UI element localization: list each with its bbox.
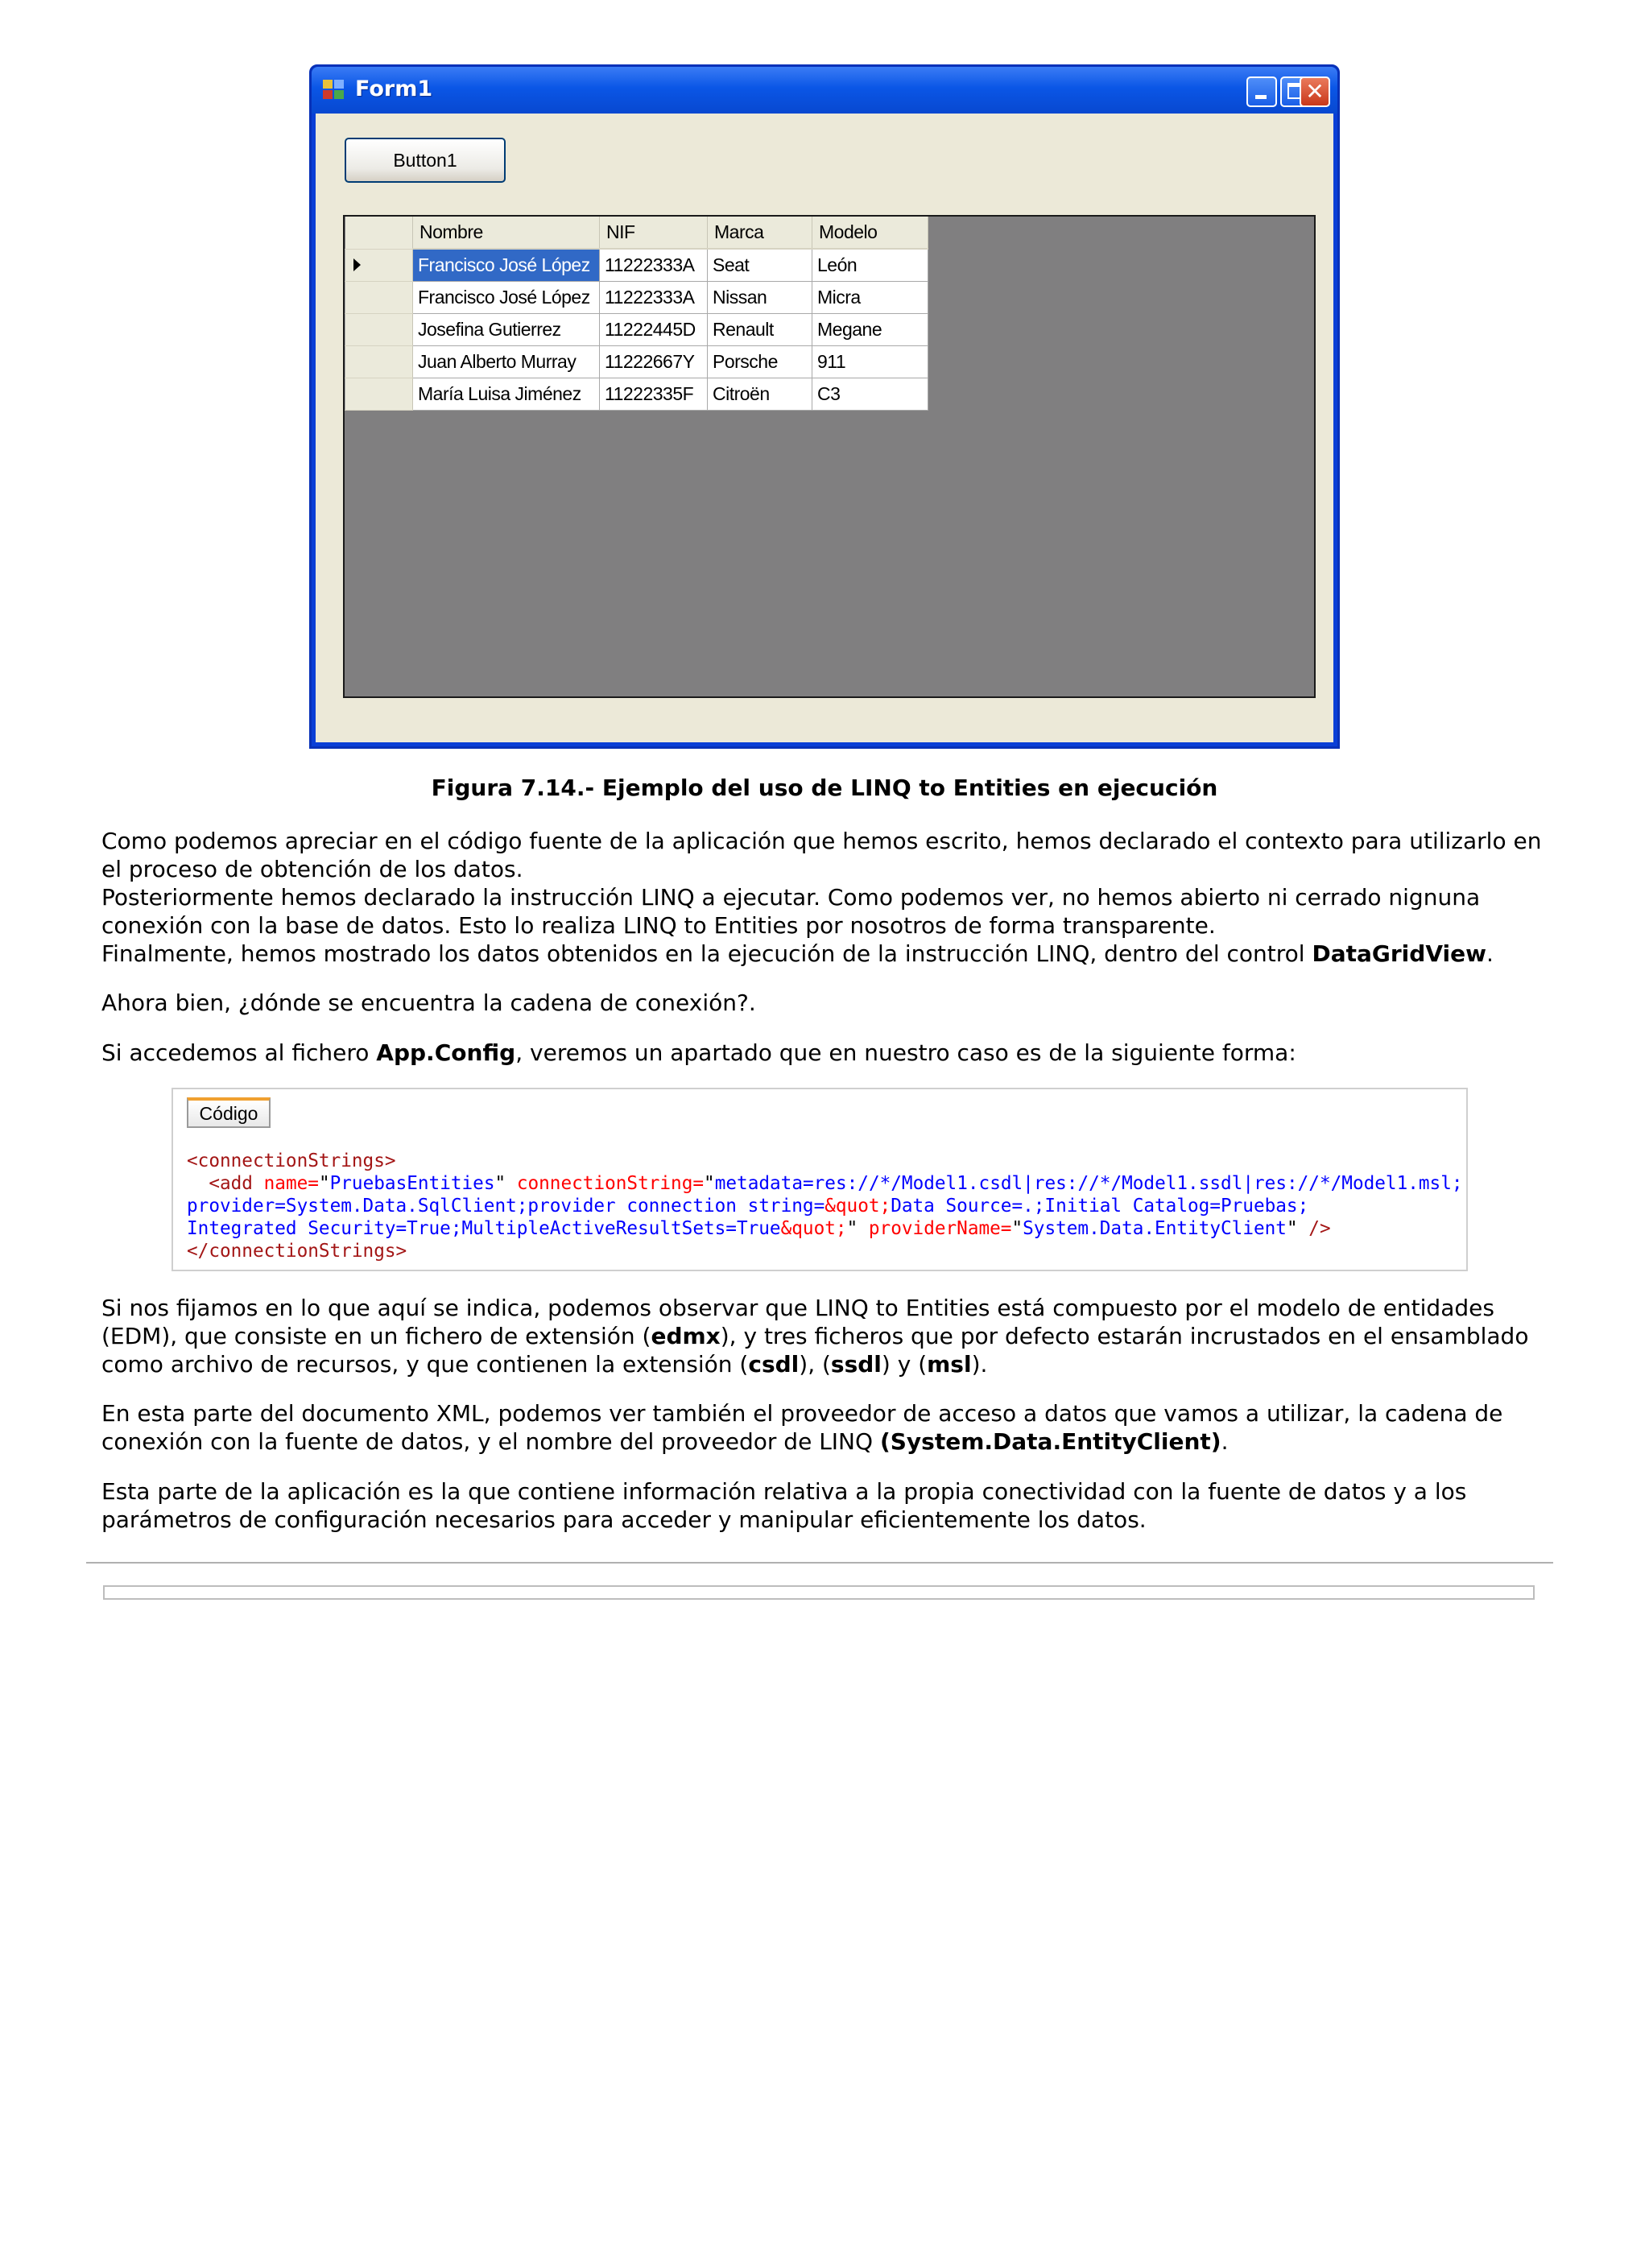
datagridview-term: DataGridView (1312, 940, 1486, 967)
text-line: Posteriormente hemos declarado la instrucción LINQ a ejecutar. Como podemos ver, no hemos abierto ni cerrado nignuna (101, 884, 1481, 911)
ssdl-term: ssdl (830, 1351, 882, 1378)
row-header[interactable] (345, 345, 413, 378)
grid-cell[interactable]: 11222333A (600, 281, 708, 313)
form-client-area (316, 114, 1333, 742)
text-line: parámetros de configuración necesarios para acceder y manipular eficientemente los datos. (101, 1506, 1147, 1533)
grid-cell[interactable]: Juan Alberto Murray (413, 345, 600, 378)
code-line: </connectionStrings> (187, 1241, 407, 1262)
code-line: Integrated Security=True;MultipleActiveResultSets=True&quot;" providerName="System.Data.EntityClient" /> (187, 1218, 1331, 1239)
paragraph-xml (101, 1399, 1551, 1456)
close-button[interactable] (1300, 76, 1330, 107)
grid-cell[interactable]: 11222445D (600, 313, 708, 345)
text-line: Esta parte de la aplicación es la que contiene información relativa a la propia conectividad con la fuente de datos y a los (101, 1478, 1467, 1505)
text-run: . (1486, 940, 1494, 967)
table-row[interactable] (345, 281, 928, 313)
text-line: el proceso de obtención de los datos. (101, 856, 523, 882)
form1-window (309, 64, 1340, 749)
grid-cell[interactable]: Francisco José López (413, 249, 600, 281)
code-tab[interactable]: Código (187, 1097, 271, 1128)
grid-cell[interactable]: Porsche (708, 345, 812, 378)
code-block (172, 1088, 1468, 1271)
grid-corner-header[interactable] (345, 217, 413, 249)
grid-cell[interactable]: 11222333A (600, 249, 708, 281)
figure-caption: Figura 7.14.- Ejemplo del uso de LINQ to Entities en ejecución (431, 775, 1218, 801)
grid-cell[interactable]: Seat (708, 249, 812, 281)
minimize-button[interactable] (1246, 76, 1277, 107)
title-bar[interactable] (312, 67, 1337, 114)
grid-cell[interactable]: Francisco José López (413, 281, 600, 313)
entity-client-term: (System.Data.EntityClient) (879, 1428, 1221, 1455)
grid-cell[interactable]: C3 (812, 378, 928, 410)
text-line: conexión con la base de datos. Esto lo realiza LINQ to Entities por nosotros de forma transparente. (101, 912, 1216, 939)
row-header[interactable] (345, 313, 413, 345)
close-icon: ✕ (1305, 78, 1325, 105)
grid-cell[interactable]: 11222667Y (600, 345, 708, 378)
grid-cell[interactable]: Josefina Gutierrez (413, 313, 600, 345)
text-line: En esta parte del documento XML, podemos ver también el proveedor de acceso a datos que vamos a utilizar, la cadena de (101, 1400, 1503, 1427)
table-row[interactable] (345, 345, 928, 378)
grid-cell[interactable]: Micra (812, 281, 928, 313)
grid-cell[interactable]: 911 (812, 345, 928, 378)
column-header-nombre[interactable]: Nombre (413, 217, 600, 249)
text-line: conexión con la fuente de datos, y el nombre del proveedor de LINQ (System.Data.EntityClient). (101, 1428, 1229, 1455)
msl-term: msl (927, 1351, 972, 1378)
column-header-modelo[interactable]: Modelo (812, 217, 928, 249)
paragraph-question: Ahora bien, ¿dónde se encuentra la cadena de conexión?. (101, 989, 756, 1016)
grid-cell[interactable]: Nissan (708, 281, 812, 313)
horizontal-rule (86, 1562, 1553, 1564)
code-line: <add name="PruebasEntities" connectionString="metadata=res://*/Model1.csdl|res://*/Model1.ssdl|res://*/Model1.msl; (209, 1173, 1463, 1194)
column-header-marca[interactable]: Marca (708, 217, 812, 249)
grid-cell[interactable]: Renault (708, 313, 812, 345)
grid-cell[interactable]: León (812, 249, 928, 281)
text-line: (EDM), que consiste en un fichero de extensión (edmx), y tres ficheros que por defecto estarán incrustados en el ensamblado (101, 1323, 1529, 1349)
data-grid-view[interactable] (343, 215, 1316, 698)
text-run: Si accedemos al fichero (101, 1039, 377, 1066)
grid-cell[interactable]: 11222335F (600, 378, 708, 410)
table-row[interactable] (345, 378, 928, 410)
row-header[interactable] (345, 378, 413, 410)
csdl-term: csdl (748, 1351, 800, 1378)
grid-cell[interactable]: Citroën (708, 378, 812, 410)
minimize-icon (1255, 95, 1267, 99)
text-line: Como podemos apreciar en el código fuente de la aplicación que hemos escrito, hemos declarado el contexto para utilizarlo en (101, 828, 1542, 854)
column-header-nif[interactable]: NIF (600, 217, 708, 249)
grid-cell[interactable]: Megane (812, 313, 928, 345)
text-line (101, 940, 1551, 968)
empty-footer-box (103, 1585, 1535, 1600)
code-listing (187, 1150, 1463, 1262)
grid-table (345, 217, 928, 411)
paragraph-connectivity (101, 1477, 1551, 1534)
code-line: <connectionStrings> (187, 1151, 396, 1171)
button1[interactable]: Button1 (345, 138, 506, 183)
grid-cell[interactable]: María Luisa Jiménez (413, 378, 600, 410)
text-run: Finalmente, hemos mostrado los datos obtenidos en la ejecución de la instrucción LINQ, dentro del control (101, 940, 1312, 967)
app-icon (323, 80, 345, 101)
row-header[interactable] (345, 249, 413, 281)
table-row[interactable] (345, 249, 928, 281)
table-row[interactable] (345, 313, 928, 345)
paragraph-app-config (101, 1039, 1551, 1067)
window-title: Form1 (355, 76, 433, 101)
row-header[interactable] (345, 281, 413, 313)
text-run: , veremos un apartado que en nuestro caso es de la siguiente forma: (515, 1039, 1296, 1066)
paragraph-edm (101, 1294, 1551, 1378)
paragraph-context (101, 827, 1551, 968)
app-config-term: App.Config (376, 1039, 516, 1066)
text-line: como archivo de recursos, y que contienen la extensión (csdl), (ssdl) y (msl). (101, 1351, 988, 1378)
current-row-icon (353, 258, 361, 271)
text-line: Si nos fijamos en lo que aquí se indica, podemos observar que LINQ to Entities está compuesto por el modelo de entidades (101, 1295, 1494, 1321)
edmx-term: edmx (651, 1323, 721, 1349)
code-line: provider=System.Data.SqlClient;provider connection string=&quot;Data Source=.;Initial Catalog=Pruebas; (187, 1196, 1309, 1217)
